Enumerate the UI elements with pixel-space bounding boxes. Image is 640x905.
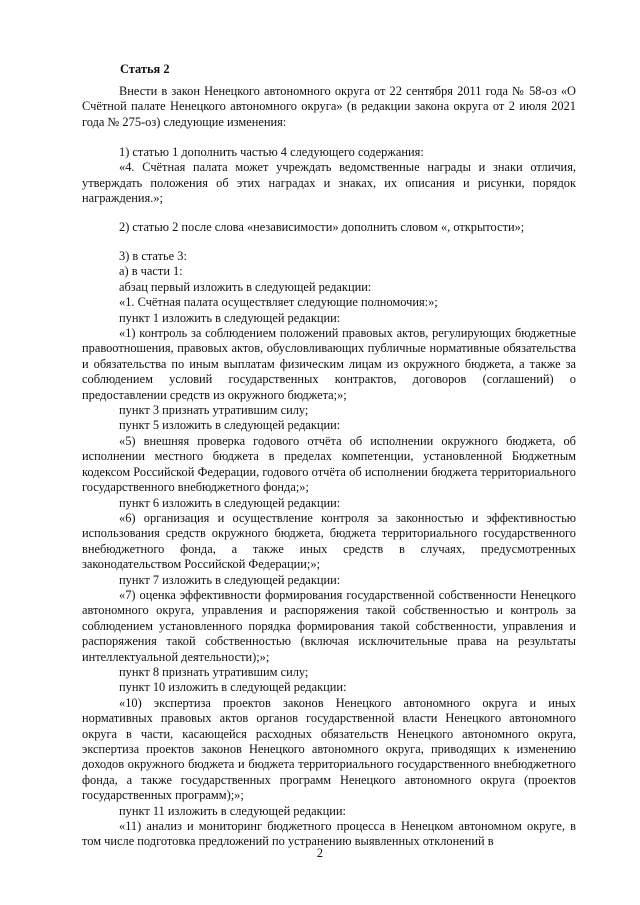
paragraph-point-5-text: «5) внешняя проверка годового отчёта об исполнении окружного бюджета, об исполнении местного бюджета в пределах компетенции, установленной Бюджетным кодексом Российской Федерации, годового отчёта об исполнении бюджета территориального государственного внебюджетного фонда;»; [82,433,576,495]
paragraph-sub-a: а) в части 1: [119,264,183,279]
paragraph-point-11-text: «11) анализ и мониторинг бюджетного процесса в Ненецком автономном округе, в том числе подготовка предложений по устранению выявленных отклонений в [82,819,576,849]
paragraph-item-2: 2) статью 2 после слова «независимости» дополнить словом «, открытости»; [119,220,525,234]
item-2-block [82,220,576,235]
paragraph-point-5-edit: пункт 5 изложить в следующей редакции: [119,418,341,433]
page-number: 2 [316,846,324,860]
paragraph-point-11-edit: пункт 11 изложить в следующей редакции: [119,803,346,818]
paragraph-abzac: абзац первый изложить в следующей редакции: [119,279,372,294]
paragraph-point-1-text: «1) контроль за соблюдением положений правовых актов, регулирующих бюджетные правоотношения, правовых актов, обусловливающих публичные нормативные обязательства и обязательства по иным выплатам физическим лицам из окружного бюджета, а также за соблюдением условий государственных контрактов, договоров (соглашений) о предоставлении средств из окружного бюджета;»; [82,326,576,402]
paragraph-item-1: 1) статью 1 дополнить частью 4 следующего содержания: [119,145,424,159]
paragraph-point-7-text: «7) оценка эффективности формирования государственной собственности Ненецкого автономного округа, управления и распоряжения такой собственностью и контроль за соблюдением установленного порядка формирования такой собственности, управления и распоряжения такой собственностью (включая исключительные права на результаты интеллектуальной деятельности);»; [82,587,576,664]
article-title: Статья 2 [120,62,170,76]
paragraph-point-1-intro: «1. Счётная палата осуществляет следующие полномочия:»; [119,295,438,310]
paragraph-point-3: пункт 3 признать утратившим силу; [119,403,309,418]
paragraph-point-6-text: «6) организация и осуществление контроля за законностью и эффективностью использования средств окружного бюджета, бюджета территориального государственного внебюджетного фонда, а также иных средств в случаях, предусмотренных законодательством Российской Федерации;»; [82,510,576,572]
intro-block [82,84,576,130]
paragraph-point-7-edit: пункт 7 изложить в следующей редакции: [119,572,341,587]
paragraph-point-10-edit: пункт 10 изложить в следующей редакции: [119,680,347,695]
item-3-block [82,249,576,850]
paragraph-point-1-edit: пункт 1 изложить в следующей редакции: [119,310,341,325]
item-1-block [82,145,576,207]
paragraph-item-1-text: «4. Счётная палата может учреждать ведомственные награды и знаки отличия, утверждать положения об этих наградах и знаках, их описания и рисунки, порядок награждения.»; [82,160,576,206]
paragraph-point-8: пункт 8 признать утратившим силу; [119,664,309,679]
paragraph-item-3: 3) в статье 3: [119,249,187,263]
paragraph-point-6-edit: пункт 6 изложить в следующей редакции: [119,495,341,510]
paragraph-intro: Внести в закон Ненецкого автономного округа от 22 сентября 2011 года № 58-оз «О Счётной палате Ненецкого автономного округа» (в редакции закона округа от 2 июля 2021 года № 275-оз) следующие изменения: [82,84,576,129]
paragraph-point-10-text: «10) экспертиза проектов законов Ненецкого автономного округа и иных нормативных правовых актов органов государственной власти Ненецкого автономного округа в части, касающейся расходных обязательств Ненецкого автономного округа, экспертиза проектов законов Ненецкого автономного округа, приводящих к изменению доходов окружного бюджета и бюджета территориального государственного внебюджетного фонда, а также государственных программ Ненецкого автономного округа (проектов государственных программ);»; [82,695,576,803]
